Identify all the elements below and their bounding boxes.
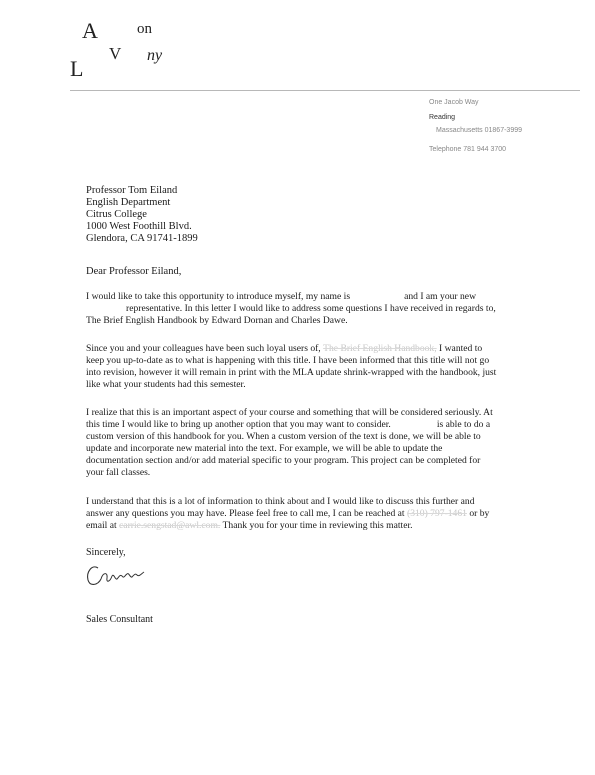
text-span: I wanted to bbox=[436, 343, 483, 354]
paragraph-line bbox=[86, 520, 526, 532]
paragraph-line bbox=[86, 508, 526, 520]
paragraph-introduction bbox=[86, 291, 526, 327]
text-span: Since you and your colleagues have been such loyal users of, bbox=[86, 343, 321, 354]
paragraph-line bbox=[86, 343, 526, 355]
paragraph-line: update and incorporate new material into the text. For example, we will be able to update the bbox=[86, 442, 443, 454]
redacted-book-title: The Brief English Handbook, bbox=[323, 343, 437, 354]
recipient-institution: Citrus College bbox=[86, 209, 147, 220]
recipient-street: 1000 West Foothill Blvd. bbox=[86, 221, 192, 232]
text-span: email at bbox=[86, 519, 117, 531]
text-span: Thank you for your time in reviewing this matter. bbox=[222, 519, 413, 531]
paragraph-line bbox=[86, 419, 526, 431]
paragraph-line: keep you up-to-date as to what is happening with this title. I have been informed that this title will not go bbox=[86, 354, 490, 366]
logo-letter-on: on bbox=[137, 21, 152, 37]
handwritten-signature bbox=[84, 560, 154, 595]
text-span: and I am your new bbox=[404, 291, 476, 302]
recipient-city: Glendora, CA 91741-1899 bbox=[86, 233, 198, 244]
address-city: Reading bbox=[429, 114, 456, 121]
logo-letter-l: L bbox=[70, 56, 84, 81]
logo-letter-v: V bbox=[109, 44, 122, 63]
paragraph-contact bbox=[86, 496, 526, 532]
paragraph-line: like what your students had this semester. bbox=[86, 378, 246, 390]
sender-title: Sales Consultant bbox=[86, 614, 153, 625]
salutation: Dear Professor Eiland, bbox=[86, 266, 182, 277]
paragraph-line: custom version of this handbook for you. When a custom version of the text is done, we will be able to bbox=[86, 430, 481, 442]
paragraph-custom-option bbox=[86, 407, 526, 478]
address-street: One Jacob Way bbox=[429, 99, 479, 106]
paragraph-line: The Brief English Handbook by Edward Dornan and Charles Dawe. bbox=[86, 314, 348, 326]
paragraph-line: your fall classes. bbox=[86, 466, 151, 478]
recipient-name: Professor Tom Eiland bbox=[86, 185, 178, 196]
text-span: or by bbox=[469, 507, 490, 519]
paragraph-line: I realize that this is an important aspect of your course and something that will be considered seriously. At bbox=[86, 407, 493, 418]
paragraph-line bbox=[86, 303, 526, 315]
redacted-phone: (310) 797-1461 bbox=[407, 507, 467, 519]
text-span: is able to do a bbox=[436, 418, 491, 430]
recipient-department: English Department bbox=[86, 197, 171, 208]
paragraph-title-status bbox=[86, 343, 526, 391]
text-span: answer any questions you may have. Please feel free to call me, I can be reached at bbox=[86, 507, 405, 519]
text-span: I would like to take this opportunity to introduce myself, my name is bbox=[86, 291, 351, 302]
closing: Sincerely, bbox=[86, 547, 126, 558]
paragraph-line: I understand that this is a lot of information to think about and I would like to discuss this further and bbox=[86, 496, 475, 507]
recipient-address bbox=[86, 185, 198, 245]
signature-graphic bbox=[84, 560, 154, 590]
paragraph-line bbox=[86, 291, 526, 303]
text-span: representative. In this letter I would like to address some questions I have received in regards to, bbox=[126, 302, 496, 314]
address-telephone: Telephone 781 944 3700 bbox=[429, 146, 507, 153]
logo-letter-ny: ny bbox=[147, 47, 163, 64]
paragraph-line: documentation section and/or add material specific to your program. This project can be completed for bbox=[86, 454, 481, 466]
redacted-email: carrie.sengstad@awl.com. bbox=[119, 519, 221, 531]
text-span: this time I would like to bring up another option that you may want to consider. bbox=[86, 418, 391, 430]
logo-letter-a: A bbox=[82, 18, 98, 43]
address-state-zip: Massachusetts 01867-3999 bbox=[436, 127, 522, 134]
paragraph-line: into revision, however it will remain in print with the MLA update shrink-wrapped with the handbook, just bbox=[86, 366, 497, 378]
letterhead-divider bbox=[70, 90, 580, 91]
